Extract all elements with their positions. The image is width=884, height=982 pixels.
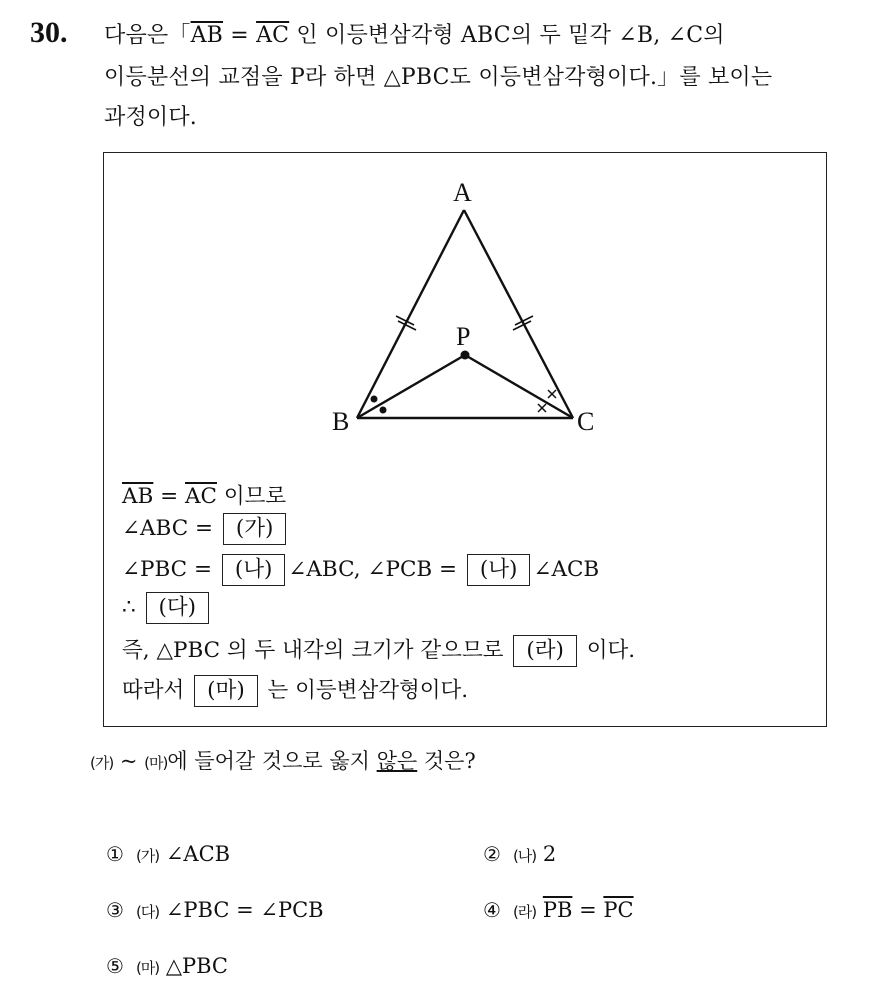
- problem-line-1-pre: 다음은「: [104, 23, 191, 48]
- choice-3[interactable]: [106, 898, 324, 922]
- question-prompt: [90, 745, 476, 775]
- problem-number: 30.: [30, 16, 68, 49]
- blank-ma: (마): [194, 675, 258, 707]
- problem-line-2: 이등분선의 교점을 P라 하면 △PBC도 이등변삼각형이다.」를 보이는: [104, 65, 773, 90]
- proof-line-3: [122, 554, 599, 586]
- choice-5-label: (마): [135, 959, 160, 977]
- proof-line-6: [122, 673, 468, 707]
- label-b: B: [332, 407, 350, 436]
- choice-2[interactable]: [483, 842, 556, 866]
- question-underlined-word: 않은: [376, 749, 418, 773]
- choice-4-segment-pc: $\overline{PC}$: [603, 898, 634, 922]
- question-label-ma: (마): [144, 754, 168, 772]
- proof-segment-ab: $\overline{AB}$: [122, 484, 154, 509]
- angle-dot-b2: [380, 407, 387, 414]
- proof-line-6-post: 는 이등변삼각형이다.: [260, 678, 469, 703]
- proof-line-4: [122, 592, 212, 624]
- blank-ra: (라): [513, 635, 577, 667]
- choice-5[interactable]: [106, 954, 228, 978]
- proof-line-3-text-3: ∠ACB: [533, 557, 600, 582]
- equals-sign: =: [223, 23, 257, 48]
- choice-2-label: (나): [512, 847, 537, 865]
- proof-line-3-text-2: ∠ABC, ∠PCB =: [288, 557, 464, 582]
- label-a: A: [453, 178, 472, 207]
- question-pre: 에 들어갈 것으로 옳지: [167, 749, 377, 773]
- proof-line-1-text: 이므로: [217, 484, 287, 509]
- angle-dot-b1: [371, 396, 378, 403]
- problem-line-1-post: 인 이등변삼각형 ABC의 두 밑각 ∠B, ∠C의: [289, 23, 725, 48]
- question-post: 것은?: [417, 749, 476, 773]
- label-c: C: [577, 407, 595, 436]
- proof-line-1: [122, 479, 286, 510]
- problem-line-3: 과정이다.: [104, 105, 198, 130]
- choice-4[interactable]: [483, 898, 634, 922]
- choice-1-label: (가): [135, 847, 160, 865]
- proof-segment-ac: $\overline{AC}$: [185, 484, 217, 509]
- choice-4-label: (라): [512, 903, 537, 921]
- question-label-ga: (가): [90, 754, 114, 772]
- choice-5-mark: ⑤: [106, 954, 124, 978]
- choice-2-mark: ②: [483, 842, 501, 866]
- angle-cross-c2: [538, 404, 546, 412]
- triangle-figure: [104, 153, 828, 453]
- blank-na-2: (나): [467, 554, 531, 586]
- blank-da: (다): [146, 592, 210, 624]
- point-p: [461, 351, 470, 360]
- choice-1-text: ∠ACB: [165, 842, 231, 866]
- proof-line-6-text: 따라서: [122, 678, 192, 703]
- choice-1[interactable]: [106, 842, 230, 866]
- proof-line-2-text: ∠ABC =: [122, 516, 220, 541]
- blank-na-1: (나): [222, 554, 286, 586]
- proof-line-2: [122, 513, 289, 545]
- proof-line-5: [122, 633, 635, 667]
- proof-equals: =: [153, 484, 186, 509]
- segment-ab: $\overline{AB}$: [190, 23, 224, 48]
- label-p: P: [456, 322, 471, 351]
- choice-1-mark: ①: [106, 842, 124, 866]
- blank-ga: (가): [223, 513, 287, 545]
- choice-3-label: (다): [135, 903, 160, 921]
- question-tilde: ~: [113, 749, 145, 773]
- choice-2-text: 2: [542, 842, 557, 866]
- choice-3-mark: ③: [106, 898, 124, 922]
- therefore-symbol: ∴: [122, 595, 143, 620]
- choice-4-equals: =: [572, 898, 604, 922]
- proof-line-5-post: 이다.: [579, 638, 636, 663]
- choice-4-segment-pb: $\overline{PB}$: [542, 898, 573, 922]
- problem-line-1: [104, 18, 725, 49]
- proof-line-3-text-1: ∠PBC =: [122, 557, 219, 582]
- choice-5-text: △PBC: [165, 954, 228, 978]
- choice-4-mark: ④: [483, 898, 501, 922]
- segment-ac: $\overline{AC}$: [256, 23, 290, 48]
- choice-3-text: ∠PBC = ∠PCB: [165, 898, 324, 922]
- proof-box: [103, 152, 827, 727]
- proof-line-5-text: 즉, △PBC 의 두 내각의 크기가 같으므로: [122, 638, 511, 663]
- angle-cross-c1: [548, 390, 556, 398]
